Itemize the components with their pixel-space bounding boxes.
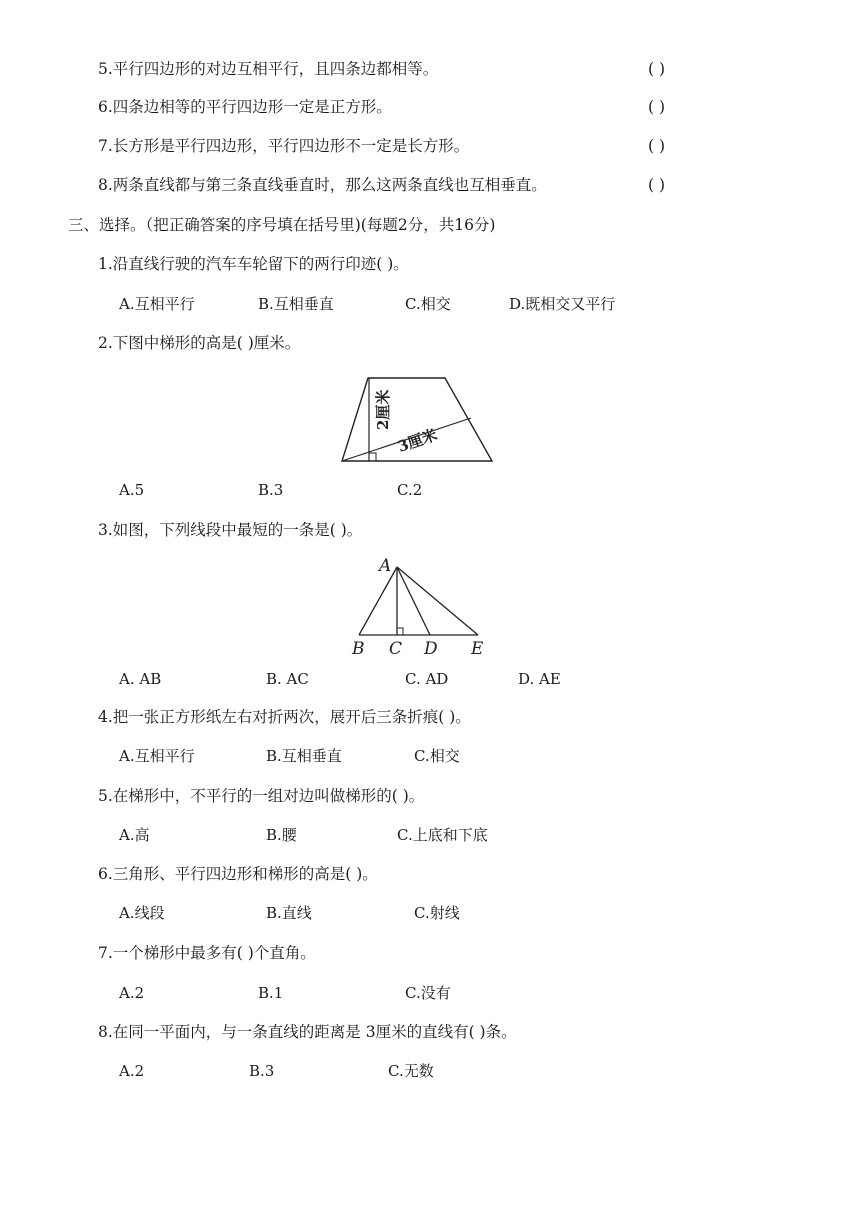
- question-3-option-c[interactable]: C. AD: [405, 670, 449, 688]
- judgement-7-answer-paren[interactable]: ( ): [648, 137, 666, 155]
- point-label-b: B: [352, 639, 365, 659]
- question-5-option-a[interactable]: A.高: [119, 826, 150, 844]
- question-5-option-b[interactable]: B.腰: [266, 826, 297, 844]
- judgement-6-text: 6.四条边相等的平行四边形一定是正方形。: [98, 98, 392, 116]
- question-8-option-c[interactable]: C.无数: [388, 1062, 434, 1080]
- section-3-heading: 三、选择。（把正确答案的序号填在括号里)(每题2分，共16分): [68, 216, 496, 234]
- segment-ae: [397, 567, 478, 635]
- point-label-d: D: [424, 639, 438, 659]
- height-label: 2厘米: [374, 389, 392, 430]
- judgement-5-text: 5.平行四边形的对边互相平行，且四条边都相等。: [98, 60, 439, 78]
- judgement-5-answer-paren[interactable]: ( ): [648, 60, 666, 78]
- question-3-option-d[interactable]: D. AE: [518, 670, 561, 688]
- trapezoid-figure: [338, 372, 498, 466]
- point-label-e: E: [471, 639, 484, 659]
- question-2-option-b[interactable]: B.3: [258, 481, 284, 499]
- question-1-option-c[interactable]: C.相交: [405, 295, 451, 313]
- question-7-option-c[interactable]: C.没有: [405, 984, 451, 1002]
- question-2-option-a[interactable]: A.5: [119, 481, 145, 499]
- question-8-text: 8.在同一平面内，与一条直线的距离是 3厘米的直线有( )条。: [98, 1023, 517, 1041]
- question-5-option-c[interactable]: C.上底和下底: [397, 826, 488, 844]
- right-angle-mark: [397, 628, 403, 635]
- segment-ab: [359, 567, 397, 635]
- question-4-option-c[interactable]: C.相交: [414, 747, 460, 765]
- judgement-8-text: 8.两条直线都与第三条直线垂直时，那么这两条直线也互相垂直。: [98, 176, 547, 194]
- question-3-text: 3.如图，下列线段中最短的一条是( )。: [98, 521, 363, 539]
- judgement-8-answer-paren[interactable]: ( ): [648, 176, 666, 194]
- question-2-text: 2.下图中梯形的高是( )厘米。: [98, 334, 301, 352]
- question-4-text: 4.把一张正方形纸左右对折两次，展开后三条折痕( )。: [98, 708, 471, 726]
- segment-ad: [397, 567, 430, 635]
- question-6-option-a[interactable]: A.线段: [119, 904, 165, 922]
- triangle-figure: [346, 553, 496, 659]
- diagonal-label: 3厘米: [395, 425, 440, 456]
- question-3-option-b[interactable]: B. AC: [266, 670, 309, 688]
- question-4-option-a[interactable]: A.互相平行: [119, 747, 195, 765]
- question-6-option-c[interactable]: C.射线: [414, 904, 460, 922]
- question-5-text: 5.在梯形中，不平行的一组对边叫做梯形的( )。: [98, 787, 425, 805]
- right-angle-mark: [369, 453, 376, 461]
- question-7-text: 7.一个梯形中最多有( )个直角。: [98, 944, 316, 962]
- question-1-text: 1.沿直线行驶的汽车车轮留下的两行印迹( )。: [98, 255, 409, 273]
- question-2-option-c[interactable]: C.2: [397, 481, 423, 499]
- question-7-option-a[interactable]: A.2: [119, 984, 145, 1002]
- judgement-6-answer-paren[interactable]: ( ): [648, 98, 666, 116]
- question-8-option-a[interactable]: A.2: [119, 1062, 145, 1080]
- judgement-7-text: 7.长方形是平行四边形，平行四边形不一定是长方形。: [98, 137, 470, 155]
- point-label-c: C: [389, 639, 403, 659]
- question-1-option-a[interactable]: A.互相平行: [119, 295, 195, 313]
- question-8-option-b[interactable]: B.3: [249, 1062, 275, 1080]
- point-label-a: A: [379, 556, 392, 576]
- question-1-option-d[interactable]: D.既相交又平行: [509, 295, 616, 313]
- question-1-option-b[interactable]: B.互相垂直: [258, 295, 334, 313]
- question-6-text: 6.三角形、平行四边形和梯形的高是( )。: [98, 865, 378, 883]
- question-3-option-a[interactable]: A. AB: [119, 670, 162, 688]
- question-6-option-b[interactable]: B.直线: [266, 904, 312, 922]
- question-7-option-b[interactable]: B.1: [258, 984, 284, 1002]
- question-4-option-b[interactable]: B.互相垂直: [266, 747, 342, 765]
